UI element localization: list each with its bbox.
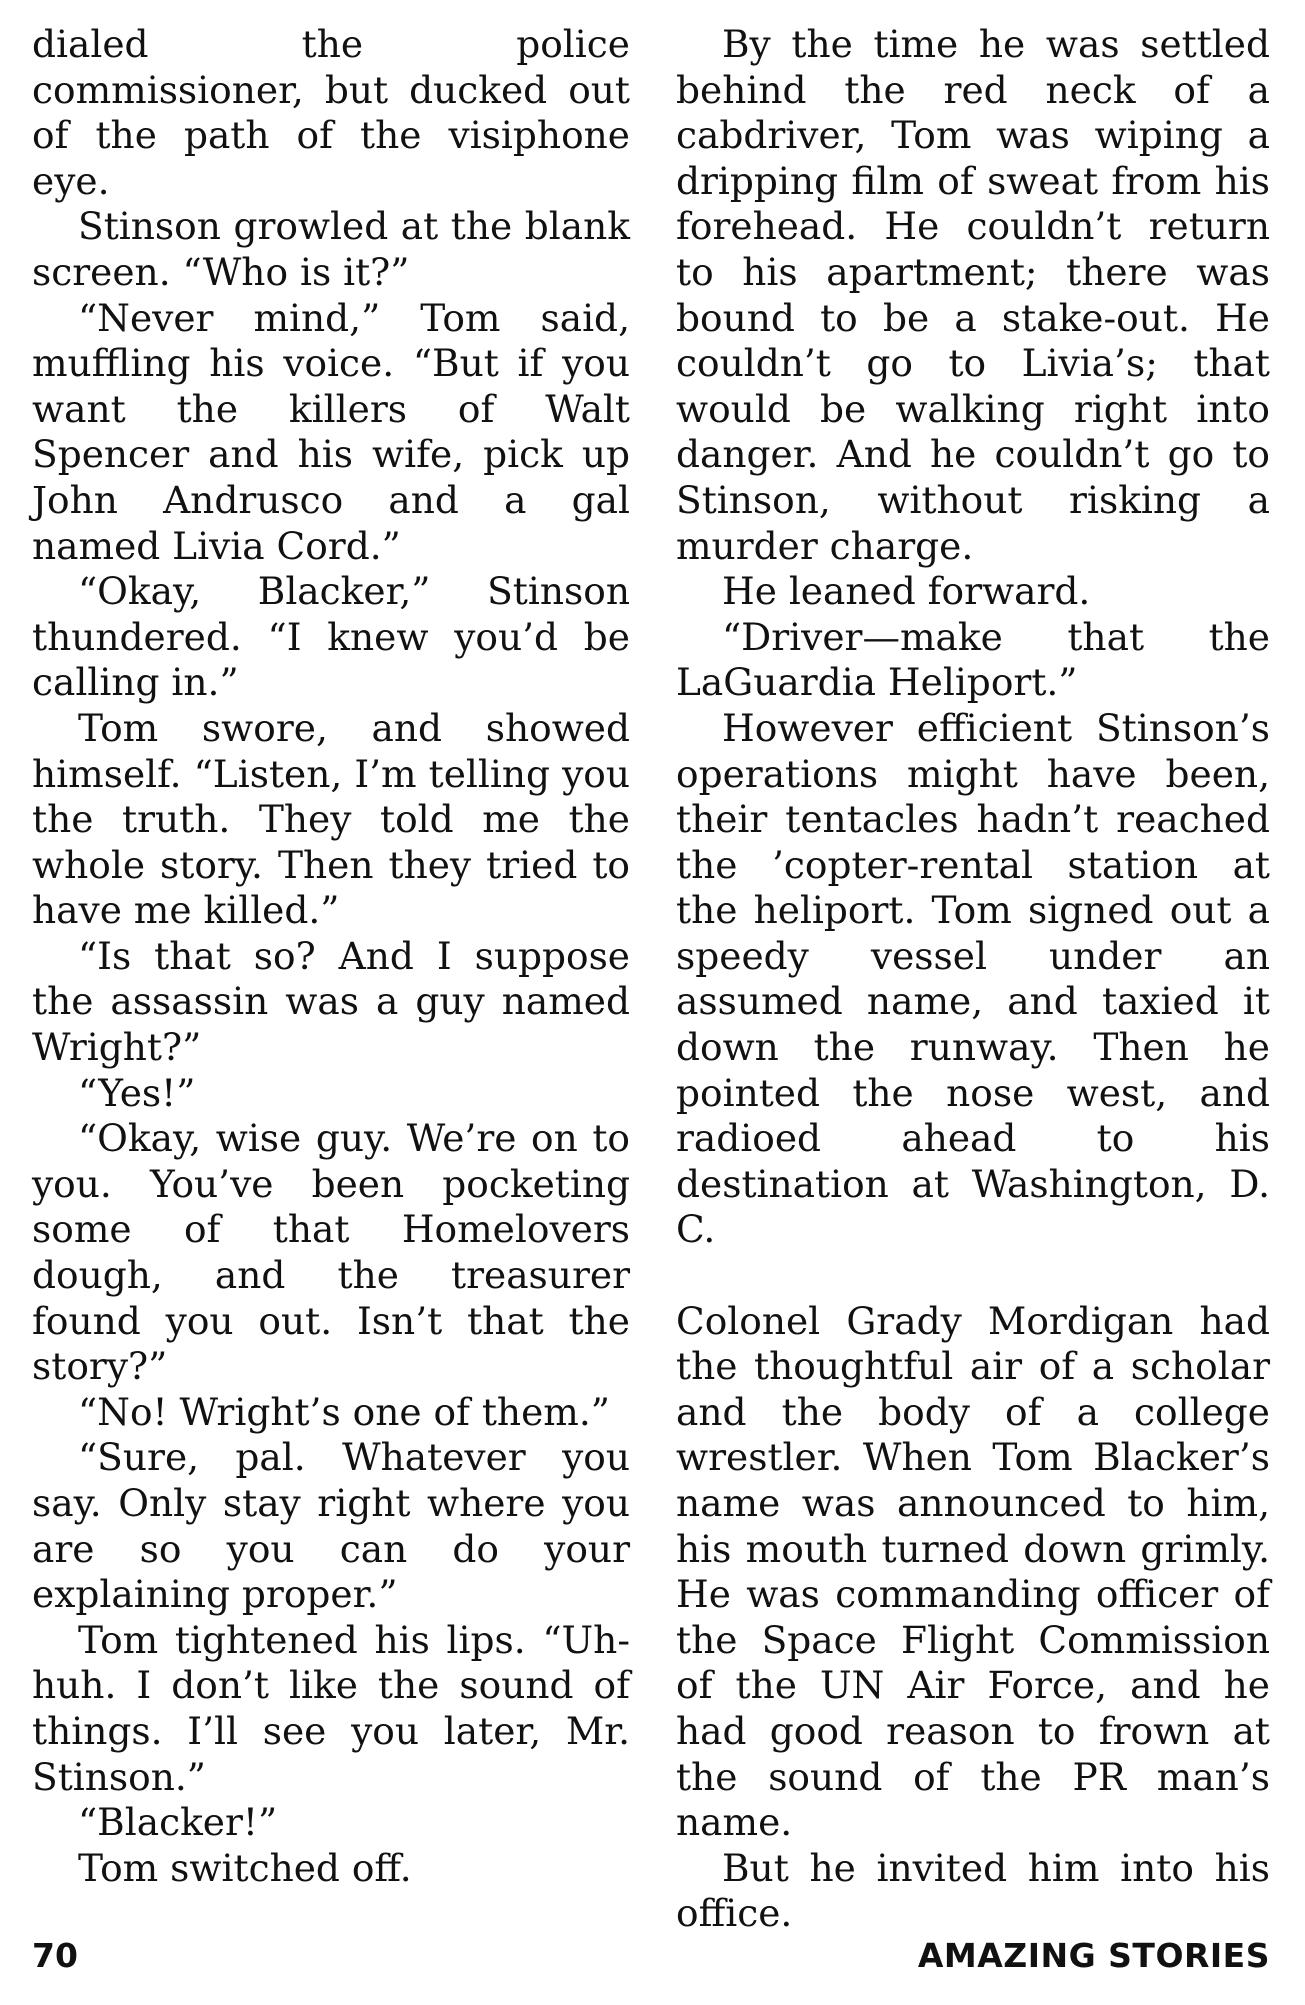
paragraph: “Okay, Blacker,” Stinson thundered. “I knew you’d be calling in.” [32, 569, 630, 705]
paragraph: Stinson growled at the blank screen. “Who is it?” [32, 204, 630, 294]
paragraph: Colonel Grady Mordigan had the thoughtful air of a scholar and the body of a college wrestler. When Tom Blacker’s name was announced to him, his mouth turned down grimly. He was commanding officer of the Space Flight Commission of the UN Air Force, and he had good reason to frown at the sound of the PR man’s name. [676, 1298, 1270, 1845]
paragraph: “Driver—make that the LaGuardia Heliport.” [676, 614, 1270, 705]
left-column [32, 22, 630, 1891]
magazine-title: AMAZING STORIES [917, 1936, 1270, 1975]
paragraph: Tom tightened his lips. “Uh-huh. I don’t like the sound of things. I’ll see you later, Mr. Stinson.” [32, 1617, 630, 1799]
paragraph: dialed the police commissioner, but ducked out of the path of the visiphone eye. [32, 22, 630, 203]
paragraph: “Never mind,” Tom said, muffling his voice. “But if you want the killers of Walt Spencer and his wife, pick up John Andrusco and a gal named Livia Cord.” [32, 295, 630, 568]
page-number: 70 [32, 1936, 78, 1975]
paragraph: “Yes!” [78, 1070, 196, 1115]
paragraph: “Sure, pal. Whatever you say. Only stay right where you are so you can do your explaining proper.” [32, 1435, 630, 1617]
paragraph: “No! Wright’s one of them.” [78, 1389, 610, 1434]
paragraph: “Is that so? And I suppose the assassin was a guy named Wright?” [32, 933, 630, 1070]
paragraph: Tom swore, and showed himself. “Listen, I’m telling you the truth. They told me the whole story. Then they tried to have me killed.” [32, 705, 630, 933]
paragraph: He leaned forward. [722, 569, 1091, 614]
section-break [676, 1253, 1270, 1299]
right-column [676, 22, 1270, 1937]
page-footer [32, 1936, 1270, 1986]
paragraph: But he invited him into his office. [676, 1845, 1270, 1936]
paragraph: “Blacker!” [78, 1800, 278, 1845]
paragraph: By the time he was settled behind the red neck of a cabdriver, Tom was wiping a dripping film of sweat from his forehead. He couldn’t return to his apartment; there was bound to be a stake-out. He couldn’t go to Livia’s; that would be walking right into danger. And he couldn’t go to Stinson, without risking a murder charge. [676, 22, 1270, 568]
paragraph: Tom switched off. [78, 1845, 412, 1890]
paragraph: However efficient Stinson’s operations might have been, their tentacles hadn’t reached the ’copter-rental station at the heliport. Tom signed out a speedy vessel under an assumed name, and taxied it down the runway. Then he pointed the nose west, and radioed ahead to his destination at Washington, D. C. [676, 705, 1270, 1252]
paragraph: “Okay, wise guy. We’re on to you. You’ve been pocketing some of that Homelovers dough, and the treasurer found you out. Isn’t that the story?” [32, 1116, 630, 1389]
